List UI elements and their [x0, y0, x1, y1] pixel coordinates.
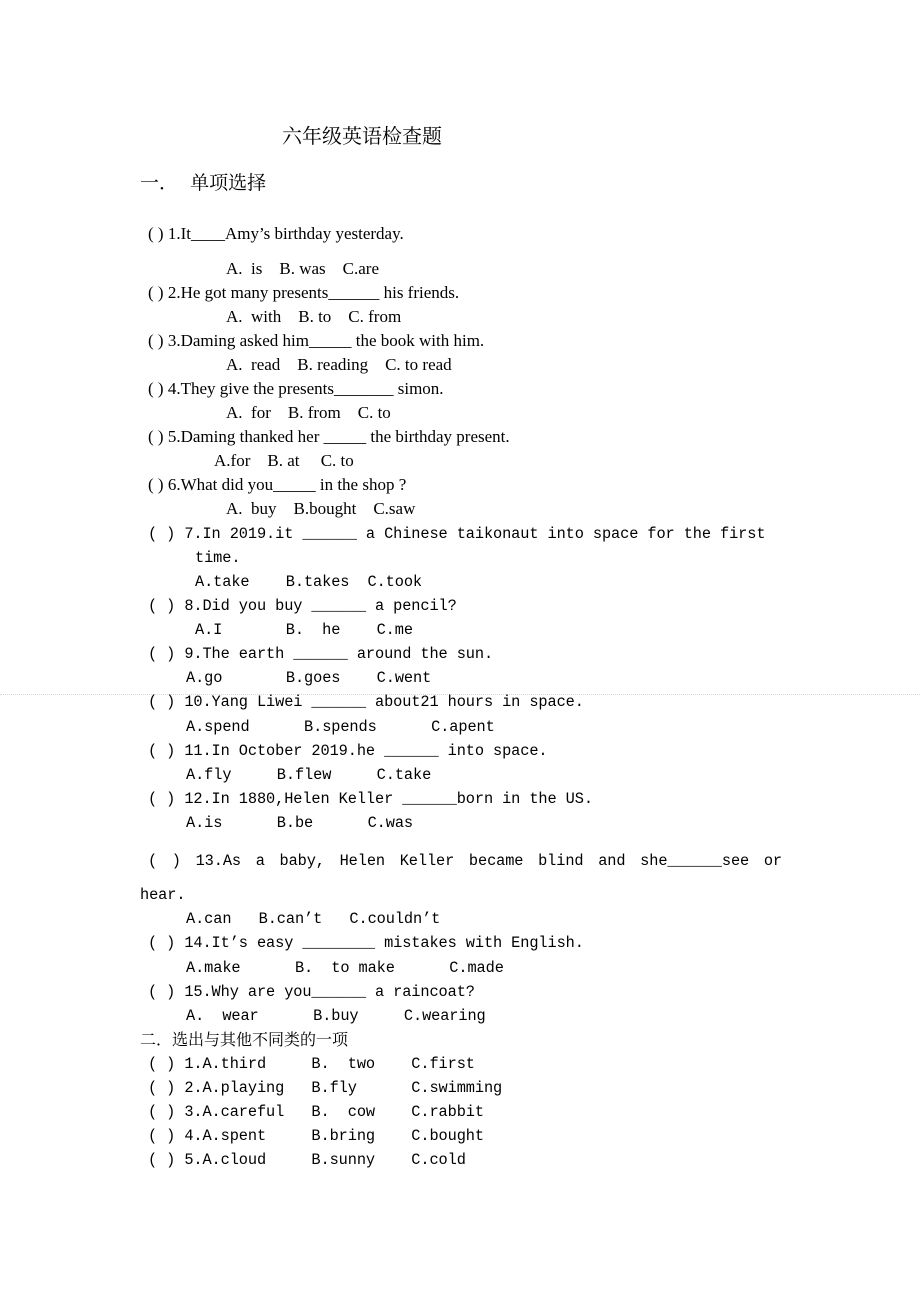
question-2: ( ) 2.He got many presents______ his friends. — [148, 283, 460, 302]
page-title: 六年级英语检查题 — [282, 124, 442, 148]
question-5-options: A.for B. at C. to — [214, 451, 354, 470]
question-6-options: A. buy B.bought C.saw — [226, 499, 416, 518]
question-9: ( ) 9.The earth ______ around the sun. — [148, 645, 494, 663]
question-2-options: A. with B. to C. from — [226, 307, 402, 326]
question-14: ( ) 14.It’s easy ________ mistakes with English. — [148, 934, 584, 952]
odd-one-out-3: ( ) 3.A.careful B. cow C.rabbit — [148, 1103, 484, 1121]
question-13: ( ) 13.As a baby, Helen Keller became blind and she______see or — [148, 852, 782, 870]
question-7-options: A.take B.takes C.took — [195, 573, 422, 591]
section-1-heading: 一． 单项选择 — [140, 172, 267, 194]
question-5: ( ) 5.Daming thanked her _____ the birthday present. — [148, 427, 510, 446]
section-2-heading: 二．选出与其他不同类的一项 — [140, 1030, 349, 1049]
question-7-continued: time. — [195, 549, 241, 567]
question-15: ( ) 15.Why are you______ a raincoat? — [148, 983, 475, 1001]
question-14-options: A.make B. to make C.made — [186, 959, 504, 977]
question-1-options: A. is B. was C.are — [226, 259, 379, 278]
question-7: ( ) 7.In 2019.it ______ a Chinese taikonaut into space for the first — [148, 525, 766, 543]
question-11-options: A.fly B.flew C.take — [186, 766, 432, 784]
odd-one-out-2: ( ) 2.A.playing B.fly C.swimming — [148, 1079, 503, 1097]
question-8-options: A.I B. he C.me — [195, 621, 413, 639]
question-1: ( ) 1.It____Amy’s birthday yesterday. — [148, 224, 404, 243]
question-4-options: A. for B. from C. to — [226, 403, 391, 422]
question-15-options: A. wear B.buy C.wearing — [186, 1007, 486, 1025]
question-3-options: A. read B. reading C. to read — [226, 355, 452, 374]
question-3: ( ) 3.Daming asked him_____ the book with him. — [148, 331, 485, 350]
question-12: ( ) 12.In 1880,Helen Keller ______born in the US. — [148, 790, 593, 808]
question-4: ( ) 4.They give the presents_______ simon. — [148, 379, 444, 398]
odd-one-out-1: ( ) 1.A.third B. two C.first — [148, 1055, 475, 1073]
question-13-options: A.can B.can’t C.couldn’t — [186, 910, 441, 928]
question-10: ( ) 10.Yang Liwei ______ about21 hours in space. — [148, 693, 584, 711]
question-9-options: A.go B.goes C.went — [186, 669, 432, 687]
odd-one-out-5: ( ) 5.A.cloud B.sunny C.cold — [148, 1151, 466, 1169]
question-10-options: A.spend B.spends C.apent — [186, 718, 495, 736]
odd-one-out-4: ( ) 4.A.spent B.bring C.bought — [148, 1127, 484, 1145]
question-12-options: A.is B.be C.was — [186, 814, 413, 832]
question-8: ( ) 8.Did you buy ______ a pencil? — [148, 597, 457, 615]
question-6: ( ) 6.What did you_____ in the shop ? — [148, 475, 407, 494]
question-11: ( ) 11.In October 2019.he ______ into space. — [148, 742, 548, 760]
question-13-continued: hear. — [140, 886, 186, 904]
